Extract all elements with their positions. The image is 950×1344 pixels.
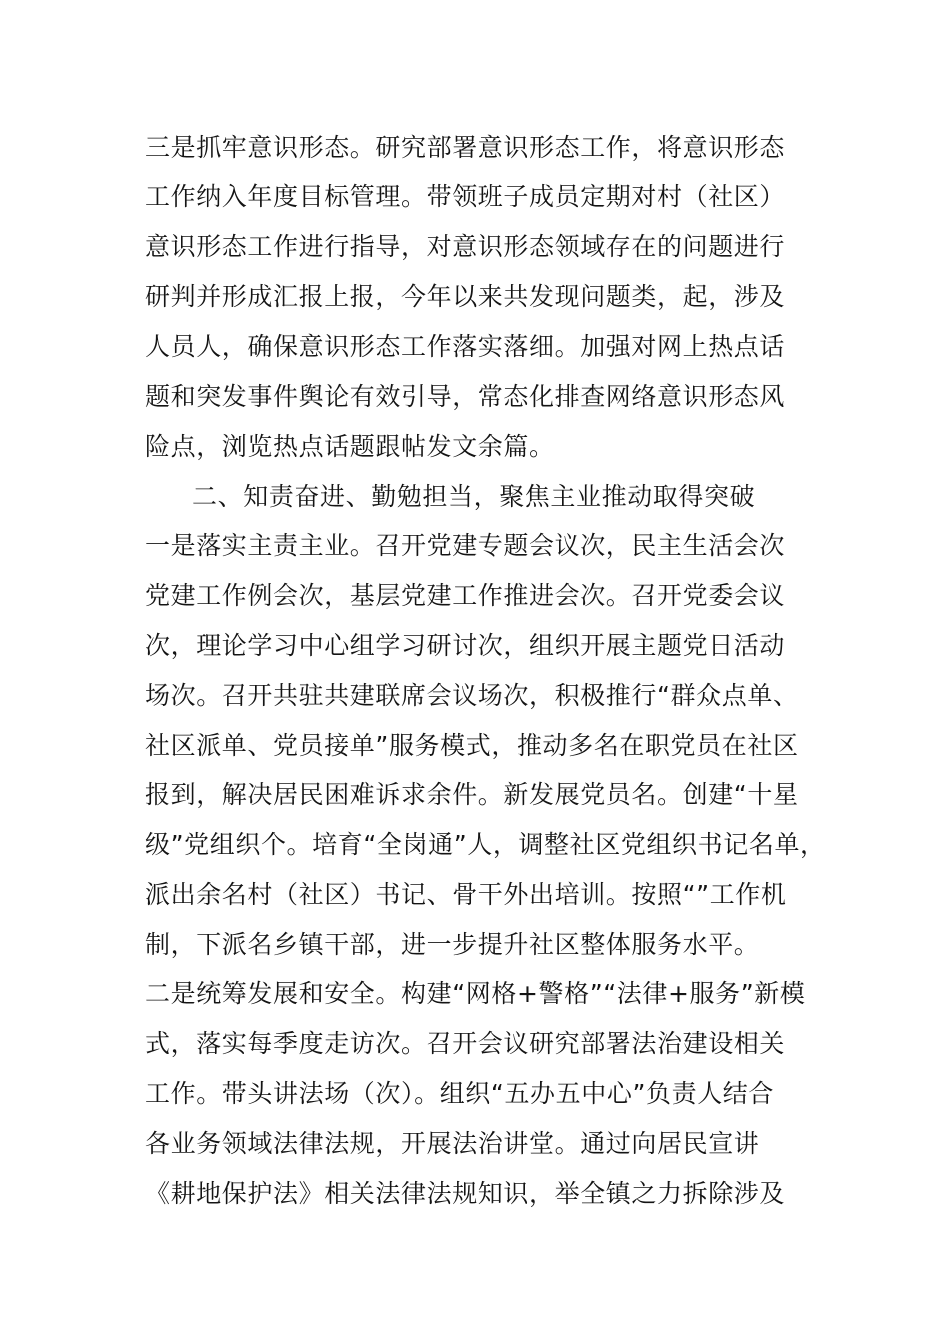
paragraph-line: 报到，解决居民困难诉求余件。新发展党员名。创建“十星 [145, 780, 799, 809]
paragraph-line: 一是落实主责主业。召开党建专题会议次，民主生活会次 [145, 531, 786, 560]
paragraph-line: 《耕地保护法》相关法律法规知识，举全镇之力拆除涉及 [145, 1179, 786, 1208]
paragraph-line: 场次。召开共驻共建联席会议场次，积极推行“群众点单、 [145, 681, 799, 710]
paragraph-line: 党建工作例会次，基层党建工作推进会次。召开党委会议 [145, 581, 786, 610]
paragraph-line: 题和突发事件舆论有效引导，常态化排查网络意识形态风 [145, 382, 786, 411]
paragraph-line: 二是统筹发展和安全。构建“网格+警格”“法律+服务”新模 [145, 979, 806, 1008]
paragraph-line: 工作。带头讲法场（次）。组织“五办五中心”负责人结合 [145, 1079, 775, 1108]
paragraph-line: 三是抓牢意识形态。研究部署意识形态工作，将意识形态 [145, 133, 786, 162]
paragraph-line: 级”党组织个。培育“全岗通”人，调整社区党组织书记名单， [145, 830, 826, 859]
section-heading: 二、知责奋进、勤勉担当，聚焦主业推动取得突破 [192, 482, 756, 511]
paragraph-line: 险点，浏览热点话题跟帖发文余篇。 [145, 432, 555, 461]
paragraph-line: 研判并形成汇报上报，今年以来共发现问题类，起，涉及 [145, 282, 786, 311]
paragraph-line: 次，理论学习中心组学习研讨次，组织开展主题党日活动 [145, 631, 786, 660]
paragraph-line: 式，落实每季度走访次。召开会议研究部署法治建设相关 [145, 1029, 786, 1058]
paragraph-line: 社区派单、党员接单”服务模式，推动多名在职党员在社区 [145, 731, 799, 760]
paragraph-line: 派出余名村（社区）书记、骨干外出培训。按照“”工作机 [145, 880, 787, 909]
paragraph-line: 意识形态工作进行指导，对意识形态领域存在的问题进行 [145, 232, 786, 261]
paragraph-line: 各业务领域法律法规，开展法治讲堂。通过向居民宣讲 [145, 1129, 760, 1158]
paragraph-line: 工作纳入年度目标管理。带领班子成员定期对村（社区） [145, 182, 786, 211]
paragraph-line: 人员人，确保意识形态工作落实落细。加强对网上热点话 [145, 332, 786, 361]
paragraph-line: 制，下派名乡镇干部，进一步提升社区整体服务水平。 [145, 930, 760, 959]
